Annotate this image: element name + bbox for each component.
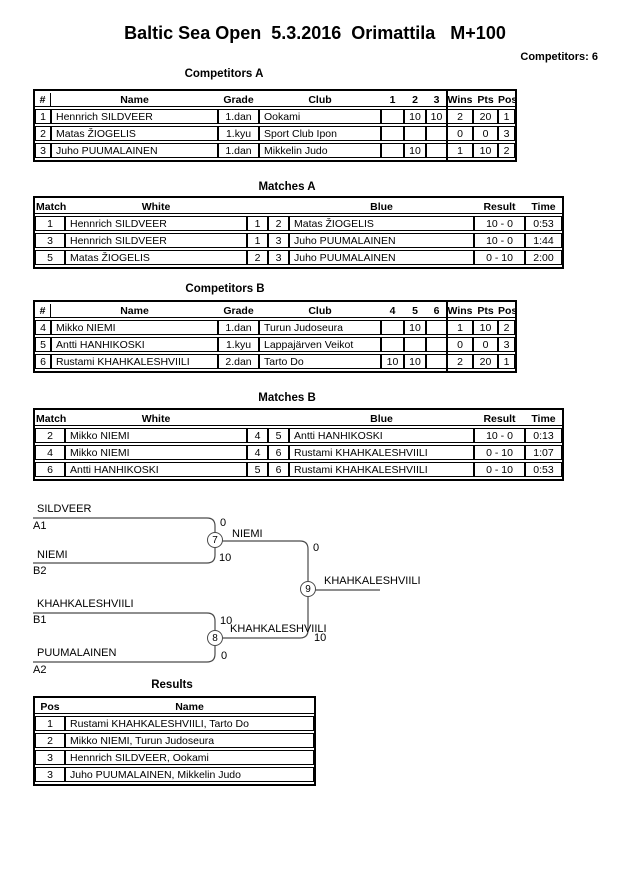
cell-blue-num: 3 — [268, 250, 289, 265]
cell-name: Hennrich SILDVEER, Ookami — [65, 750, 314, 765]
cell-name: Mikko NIEMI — [51, 320, 218, 335]
cell-time: 1:44 — [525, 233, 562, 248]
cell-white-num: 2 — [247, 250, 268, 265]
cell-club: Mikkelin Judo — [259, 143, 381, 158]
cell-blue-num: 6 — [268, 462, 289, 477]
col-header-wnum — [247, 200, 268, 214]
table-row — [35, 462, 562, 477]
col-header-pts: Pts — [473, 93, 498, 107]
col-header-grade: Grade — [218, 93, 259, 107]
bracket-slot-seed: B1 — [33, 614, 47, 626]
table-row — [35, 733, 314, 748]
cell-match: 1 — [35, 216, 65, 231]
competitors-count: Competitors: 6 — [520, 51, 598, 63]
table-row — [35, 143, 515, 158]
col-header-club: Club — [259, 304, 381, 318]
cell-pos: 1 — [35, 716, 65, 731]
cell-blue-num: 2 — [268, 216, 289, 231]
cell-white: Mikko NIEMI — [65, 445, 247, 460]
section-title-competitors-a: Competitors A — [184, 68, 264, 80]
cell-pos: 2 — [498, 320, 515, 335]
matches-b-table — [33, 408, 564, 481]
col-header-time: Time — [525, 200, 562, 214]
cell-result: 10 - 0 — [474, 428, 525, 443]
col-header-grade: Grade — [218, 304, 259, 318]
col-header-num: # — [35, 93, 51, 107]
cell-result: 0 - 10 — [474, 462, 525, 477]
section-title-competitors-b: Competitors B — [185, 283, 265, 295]
cell-name: Juho PUUMALAINEN, Mikkelin Judo — [65, 767, 314, 782]
col-header-name: Name — [51, 93, 218, 107]
cell-blue: Matas ŽIOGELIS — [289, 216, 474, 231]
col-header-time: Time — [525, 412, 562, 426]
wins-column-divider — [446, 302, 448, 371]
cell-pos: 3 — [35, 767, 65, 782]
cell-time: 2:00 — [525, 250, 562, 265]
table-row — [35, 320, 515, 335]
cell-name: Rustami KHAHKALESHVIILI, Tarto Do — [65, 716, 314, 731]
col-header-wins: Wins — [447, 304, 473, 317]
bracket-slot-name: KHAHKALESHVIILI — [37, 598, 134, 610]
cell-pos: 2 — [498, 143, 515, 158]
cell-name: Juho PUUMALAINEN — [51, 143, 218, 158]
col-header-1: 1 — [381, 93, 404, 107]
cell-wins: 0 — [447, 126, 473, 141]
col-header-pos: Pos — [35, 700, 65, 714]
cell-match: 3 — [35, 233, 65, 248]
cell-score-2: 10 — [404, 109, 426, 124]
col-header-club: Club — [259, 93, 381, 107]
cell-club: Tarto Do — [259, 354, 381, 369]
col-header-wnum — [247, 412, 268, 426]
table-row — [35, 109, 515, 124]
section-title-results: Results — [151, 679, 193, 691]
cell-score-5: 10 — [404, 354, 426, 369]
wins-column-divider — [446, 91, 448, 160]
col-header-white: White — [65, 200, 247, 214]
cell-result: 0 - 10 — [474, 445, 525, 460]
cell-pos: 2 — [35, 733, 65, 748]
col-header-blue: Blue — [289, 412, 474, 426]
table-row — [35, 767, 314, 782]
cell-match: 4 — [35, 445, 65, 460]
bracket-match-9-winner: KHAHKALESHVIILI — [324, 575, 421, 587]
col-header-match: Match — [36, 412, 67, 425]
cell-white-num: 5 — [247, 462, 268, 477]
bracket-slot-seed: B2 — [33, 565, 47, 577]
cell-name: Mikko NIEMI, Turun Judoseura — [65, 733, 314, 748]
cell-score-6 — [426, 320, 447, 335]
cell-pts: 0 — [473, 126, 498, 141]
cell-grade: 2.dan — [218, 354, 259, 369]
col-header-num: # — [35, 304, 51, 318]
cell-score-1 — [381, 143, 404, 158]
bracket-slot-name: PUUMALAINEN — [37, 647, 117, 659]
cell-score-2 — [404, 126, 426, 141]
col-header-bnum — [268, 412, 289, 426]
results-table — [33, 696, 316, 786]
matches-a-table — [33, 196, 564, 269]
col-header-5: 5 — [404, 304, 426, 318]
col-header-pos: Pos — [498, 304, 518, 317]
cell-blue-num: 5 — [268, 428, 289, 443]
cell-name: Hennrich SILDVEER — [51, 109, 218, 124]
cell-grade: 1.dan — [218, 109, 259, 124]
cell-club: Turun Judoseura — [259, 320, 381, 335]
table-row — [35, 354, 515, 369]
cell-time: 0:13 — [525, 428, 562, 443]
cell-num: 5 — [35, 337, 51, 352]
cell-score-6 — [426, 354, 447, 369]
cell-score-4 — [381, 320, 404, 335]
cell-time: 0:53 — [525, 462, 562, 477]
table-row — [35, 337, 515, 352]
cell-score-3 — [426, 143, 447, 158]
final-bracket — [0, 495, 630, 685]
col-header-pts: Pts — [473, 304, 498, 318]
cell-blue-num: 3 — [268, 233, 289, 248]
cell-pos: 3 — [498, 337, 515, 352]
bracket-match-7-node: 7 — [207, 532, 223, 548]
cell-result: 0 - 10 — [474, 250, 525, 265]
section-title-matches-a: Matches A — [258, 181, 316, 193]
col-header-4: 4 — [381, 304, 404, 318]
cell-pts: 0 — [473, 337, 498, 352]
cell-white: Mikko NIEMI — [65, 428, 247, 443]
col-header-2: 2 — [404, 93, 426, 107]
bracket-slot-score: 0 — [220, 517, 227, 529]
cell-score-4 — [381, 337, 404, 352]
cell-white: Antti HANHIKOSKI — [65, 462, 247, 477]
col-header-pos: Pos — [498, 93, 518, 106]
cell-club: Lappajärven Veikot — [259, 337, 381, 352]
table-header-row — [35, 93, 515, 107]
cell-white-num: 4 — [247, 445, 268, 460]
table-row — [35, 445, 562, 460]
col-header-blue: Blue — [289, 200, 474, 214]
cell-pos: 1 — [498, 354, 515, 369]
cell-grade: 1.kyu — [218, 126, 259, 141]
competitors-a-table — [33, 89, 517, 162]
table-row — [35, 216, 562, 231]
bracket-slot-score: 0 — [221, 650, 228, 662]
cell-blue-num: 6 — [268, 445, 289, 460]
cell-wins: 1 — [447, 143, 473, 158]
cell-match: 5 — [35, 250, 65, 265]
col-header-name: Name — [65, 700, 314, 714]
bracket-match-8-winner-score: 10 — [314, 632, 327, 644]
table-header-row — [35, 200, 562, 214]
cell-blue: Rustami KHAHKALESHVIILI — [289, 462, 474, 477]
bracket-match-8-node: 8 — [207, 630, 223, 646]
cell-grade: 1.dan — [218, 143, 259, 158]
cell-result: 10 - 0 — [474, 233, 525, 248]
table-row — [35, 233, 562, 248]
bracket-match-7-winner: NIEMI — [232, 528, 263, 540]
table-row — [35, 750, 314, 765]
cell-wins: 0 — [447, 337, 473, 352]
bracket-match-7-winner-score: 0 — [313, 542, 320, 554]
cell-score-3: 10 — [426, 109, 447, 124]
cell-pos: 1 — [498, 109, 515, 124]
cell-white-num: 1 — [247, 233, 268, 248]
cell-wins: 1 — [447, 320, 473, 335]
cell-wins: 2 — [447, 354, 473, 369]
competitors-b-table — [33, 300, 517, 373]
cell-blue: Juho PUUMALAINEN — [289, 233, 474, 248]
cell-grade: 1.kyu — [218, 337, 259, 352]
cell-score-2: 10 — [404, 143, 426, 158]
cell-score-5: 10 — [404, 320, 426, 335]
col-header-bnum — [268, 200, 289, 214]
col-header-6: 6 — [426, 304, 447, 318]
cell-club: Ookami — [259, 109, 381, 124]
cell-blue: Juho PUUMALAINEN — [289, 250, 474, 265]
cell-match: 6 — [35, 462, 65, 477]
cell-white-num: 1 — [247, 216, 268, 231]
cell-num: 6 — [35, 354, 51, 369]
col-header-white: White — [65, 412, 247, 426]
cell-result: 10 - 0 — [474, 216, 525, 231]
cell-name: Rustami KHAHKALESHVIILI — [51, 354, 218, 369]
cell-score-1 — [381, 109, 404, 124]
bracket-slot-score: 10 — [220, 615, 233, 627]
table-header-row — [35, 700, 314, 714]
cell-pts: 10 — [473, 143, 498, 158]
cell-num: 4 — [35, 320, 51, 335]
cell-score-4: 10 — [381, 354, 404, 369]
cell-pts: 20 — [473, 109, 498, 124]
table-row — [35, 250, 562, 265]
table-row — [35, 126, 515, 141]
cell-pos: 3 — [35, 750, 65, 765]
cell-match: 2 — [35, 428, 65, 443]
cell-white: Hennrich SILDVEER — [65, 233, 247, 248]
bracket-slot-name: SILDVEER — [37, 503, 92, 515]
cell-club: Sport Club Ipon — [259, 126, 381, 141]
page-title: Baltic Sea Open 5.3.2016 Orimattila M+100 — [124, 23, 506, 43]
bracket-slot-seed: A2 — [33, 664, 47, 676]
cell-pts: 10 — [473, 320, 498, 335]
cell-wins: 2 — [447, 109, 473, 124]
table-header-row — [35, 304, 515, 318]
table-row — [35, 716, 314, 731]
col-header-name: Name — [51, 304, 218, 318]
cell-pts: 20 — [473, 354, 498, 369]
col-header-wins: Wins — [447, 93, 473, 106]
cell-num: 2 — [35, 126, 51, 141]
section-title-matches-b: Matches B — [258, 392, 316, 404]
cell-score-5 — [404, 337, 426, 352]
cell-score-6 — [426, 337, 447, 352]
cell-name: Antti HANHIKOSKI — [51, 337, 218, 352]
col-header-match: Match — [36, 200, 67, 213]
cell-num: 3 — [35, 143, 51, 158]
cell-score-1 — [381, 126, 404, 141]
bracket-match-8-winner: KHAHKALESHVIILI — [230, 623, 327, 635]
cell-blue: Antti HANHIKOSKI — [289, 428, 474, 443]
bracket-match-9-node: 9 — [300, 581, 316, 597]
col-header-result: Result — [474, 200, 525, 214]
cell-name: Matas ŽIOGELIS — [51, 126, 218, 141]
bracket-slot-score: 10 — [219, 552, 232, 564]
cell-white: Matas ŽIOGELIS — [65, 250, 247, 265]
table-header-row — [35, 412, 562, 426]
cell-time: 1:07 — [525, 445, 562, 460]
cell-pos: 3 — [498, 126, 515, 141]
cell-num: 1 — [35, 109, 51, 124]
bracket-slot-name: NIEMI — [37, 549, 68, 561]
bracket-slot-seed: A1 — [33, 520, 47, 532]
cell-blue: Rustami KHAHKALESHVIILI — [289, 445, 474, 460]
table-row — [35, 428, 562, 443]
cell-white: Hennrich SILDVEER — [65, 216, 247, 231]
cell-score-3 — [426, 126, 447, 141]
cell-grade: 1.dan — [218, 320, 259, 335]
cell-white-num: 4 — [247, 428, 268, 443]
col-header-3: 3 — [426, 93, 447, 107]
cell-time: 0:53 — [525, 216, 562, 231]
col-header-result: Result — [474, 412, 525, 426]
